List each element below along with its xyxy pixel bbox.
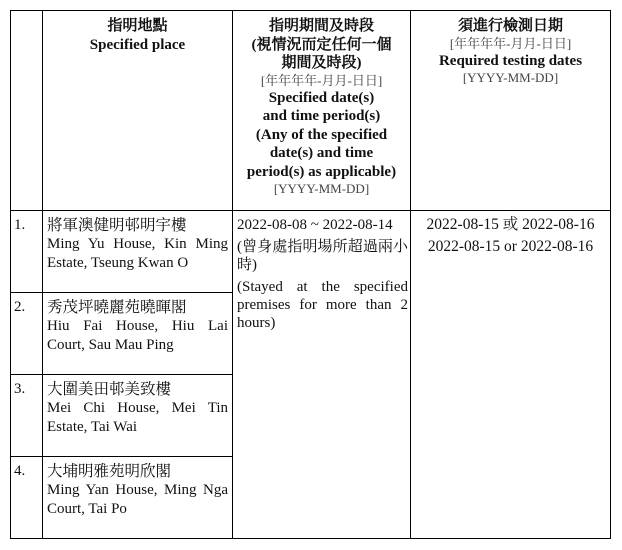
place-cell: [43, 211, 233, 293]
table-row: [11, 211, 611, 293]
header-index-cell: [11, 11, 43, 211]
header-period-cell: [233, 11, 411, 211]
header-place-zh: 指明地點: [107, 18, 168, 34]
row-number: 3.: [11, 375, 43, 457]
place-cell: [43, 293, 233, 375]
header-period-en-2: and time period(s): [262, 108, 381, 124]
header-row: [11, 11, 611, 211]
header-testing-cell: [411, 11, 611, 211]
header-period-en-1: Specified date(s): [268, 89, 375, 106]
header-period-en-4: date(s) and time: [269, 145, 374, 161]
place-cell: [43, 375, 233, 457]
specified-places-table: [10, 10, 611, 539]
place-name-zh: 將軍澳健明邨明宇樓: [47, 217, 187, 234]
period-dates: 2022-08-08 ~ 2022-08-14: [237, 217, 393, 233]
header-testing-zh: 須進行檢測日期: [457, 18, 563, 34]
testing-dates-en: 2022-08-15 or 2022-08-16: [427, 238, 594, 255]
period-note-zh: (曾身處指明場所超過兩小時): [237, 239, 408, 273]
place-name-en: Mei Chi House, Mei Tin Estate, Tai Wai: [47, 400, 228, 435]
header-period-en-5: period(s) as applicable): [246, 163, 397, 180]
header-testing-format-zh: [年年年年-月月-日日]: [449, 35, 572, 51]
header-place-cell: [43, 11, 233, 211]
period-note-en: (Stayed at the specified premises for more than 2 hours): [237, 279, 408, 331]
header-period-zh-1: 指明期間及時段: [268, 18, 374, 34]
place-name-en: Ming Yan House, Ming Nga Court, Tai Po: [47, 482, 228, 517]
place-name-zh: 大圍美田邨美致樓: [47, 381, 172, 398]
header-testing-format-en: [YYYY-MM-DD]: [462, 70, 559, 85]
row-number: 4.: [11, 457, 43, 539]
header-period-zh-3: 期間及時段): [281, 55, 362, 71]
place-name-en: Ming Yu House, Kin Ming Estate, Tseung Kwan O: [47, 236, 228, 271]
period-cell: [233, 211, 411, 539]
place-name-zh: 秀茂坪曉麗苑曉暉閣: [47, 299, 187, 316]
row-number: 1.: [11, 211, 43, 293]
place-name-zh: 大埔明雅苑明欣閣: [47, 463, 172, 480]
header-period-format-en: [YYYY-MM-DD]: [273, 181, 370, 196]
header-place-en: Specified place: [89, 36, 186, 53]
header-period-zh-2: (視情況而定任何一個: [251, 36, 392, 53]
header-testing-en: Required testing dates: [438, 52, 583, 69]
header-period-en-3: (Any of the specified: [255, 126, 388, 143]
header-period-format-zh: [年年年年-月月-日日]: [260, 72, 383, 88]
place-name-en: Hiu Fai House, Hiu Lai Court, Sau Mau Ping: [47, 318, 228, 353]
testing-dates-zh: 2022-08-15 或 2022-08-16: [426, 216, 595, 233]
place-cell: [43, 457, 233, 539]
row-number: 2.: [11, 293, 43, 375]
testing-dates-cell: [411, 211, 611, 539]
